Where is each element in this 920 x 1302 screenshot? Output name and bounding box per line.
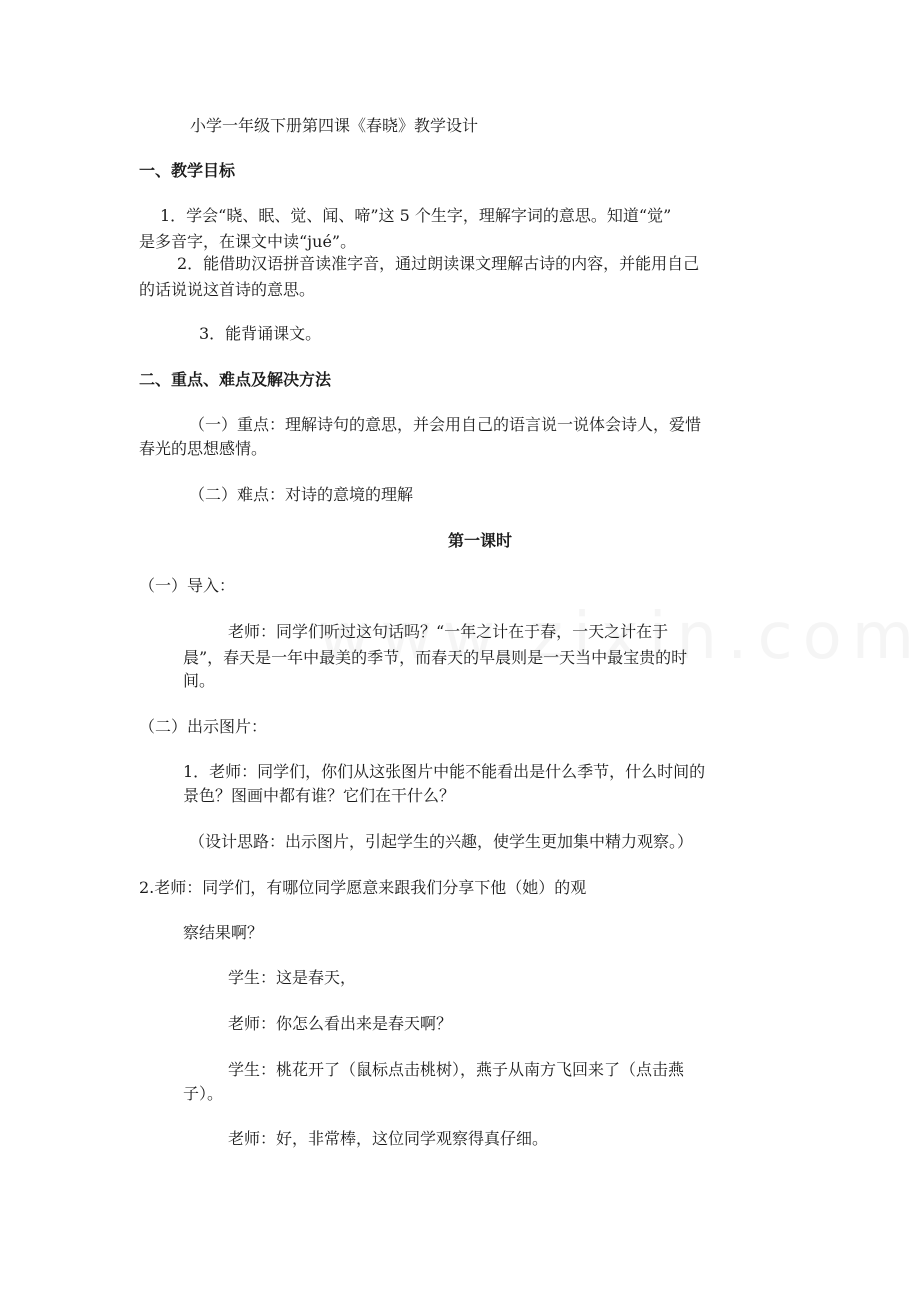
objective-2-line-2: 的话说说这首诗的意思。 xyxy=(139,280,316,299)
intro-line-2: 晨”，春天是一年中最美的季节，而春天的早晨则是一天当中最宝贵的时 xyxy=(183,648,688,667)
objective-3: 3．能背诵课文。 xyxy=(199,324,322,343)
document-title: 小学一年级下册第四课《春晓》教学设计 xyxy=(190,116,479,135)
dialogue-student-2-line-2: 子）。 xyxy=(183,1084,224,1103)
intro-label: （一）导入： xyxy=(139,576,236,595)
picture-label: （二）出示图片： xyxy=(139,717,268,736)
section-heading-key-points: 二、重点、难点及解决方法 xyxy=(139,370,332,389)
intro-line-3: 间。 xyxy=(183,671,216,690)
objective-1-line-2: 是多音字，在课文中读“jué”。 xyxy=(139,232,357,251)
dialogue-teacher-1: 老师：你怎么看出来是春天啊？ xyxy=(228,1014,453,1033)
key-point-line-2: 春光的思想感情。 xyxy=(139,439,268,458)
section-heading-objectives: 一、教学目标 xyxy=(139,161,236,180)
key-point-line-1: （一）重点：理解诗句的意思，并会用自己的语言说一说体会诗人，爱惜 xyxy=(189,415,702,434)
lesson-heading: 第一课时 xyxy=(448,531,513,550)
dialogue-teacher-2: 老师：好，非常棒，这位同学观察得真仔细。 xyxy=(228,1129,549,1148)
objective-1-line-1: 1．学会“晓、眠、觉、闻、啼”这 5 个生字，理解字词的意思。知道“觉” xyxy=(160,206,672,225)
question-1-line-1: 1．老师：同学们，你们从这张图片中能不能看出是什么季节，什么时间的 xyxy=(183,762,706,781)
question-1-line-2: 景色？图画中都有谁？它们在干什么？ xyxy=(183,786,456,805)
question-2-line-2: 察结果啊？ xyxy=(183,923,264,942)
dialogue-student-2-line-1: 学生：桃花开了（鼠标点击桃树），燕子从南方飞回来了（点击燕 xyxy=(228,1060,685,1079)
question-2-line-1: 2.老师：同学们，有哪位同学愿意来跟我们分享下他（她）的观 xyxy=(139,878,587,897)
design-note: （设计思路：出示图片，引起学生的兴趣，使学生更加集中精力观察。） xyxy=(189,832,694,851)
intro-line-1: 老师：同学们听过这句话吗？“一年之计在于春，一天之计在于 xyxy=(228,622,669,641)
difficulty: （二）难点：对诗的意境的理解 xyxy=(189,485,414,504)
dialogue-student-1: 学生：这是春天， xyxy=(228,968,357,987)
objective-2-line-1: 2．能借助汉语拼音读准字音，通过朗读课文理解古诗的内容，并能用自己 xyxy=(177,254,700,273)
